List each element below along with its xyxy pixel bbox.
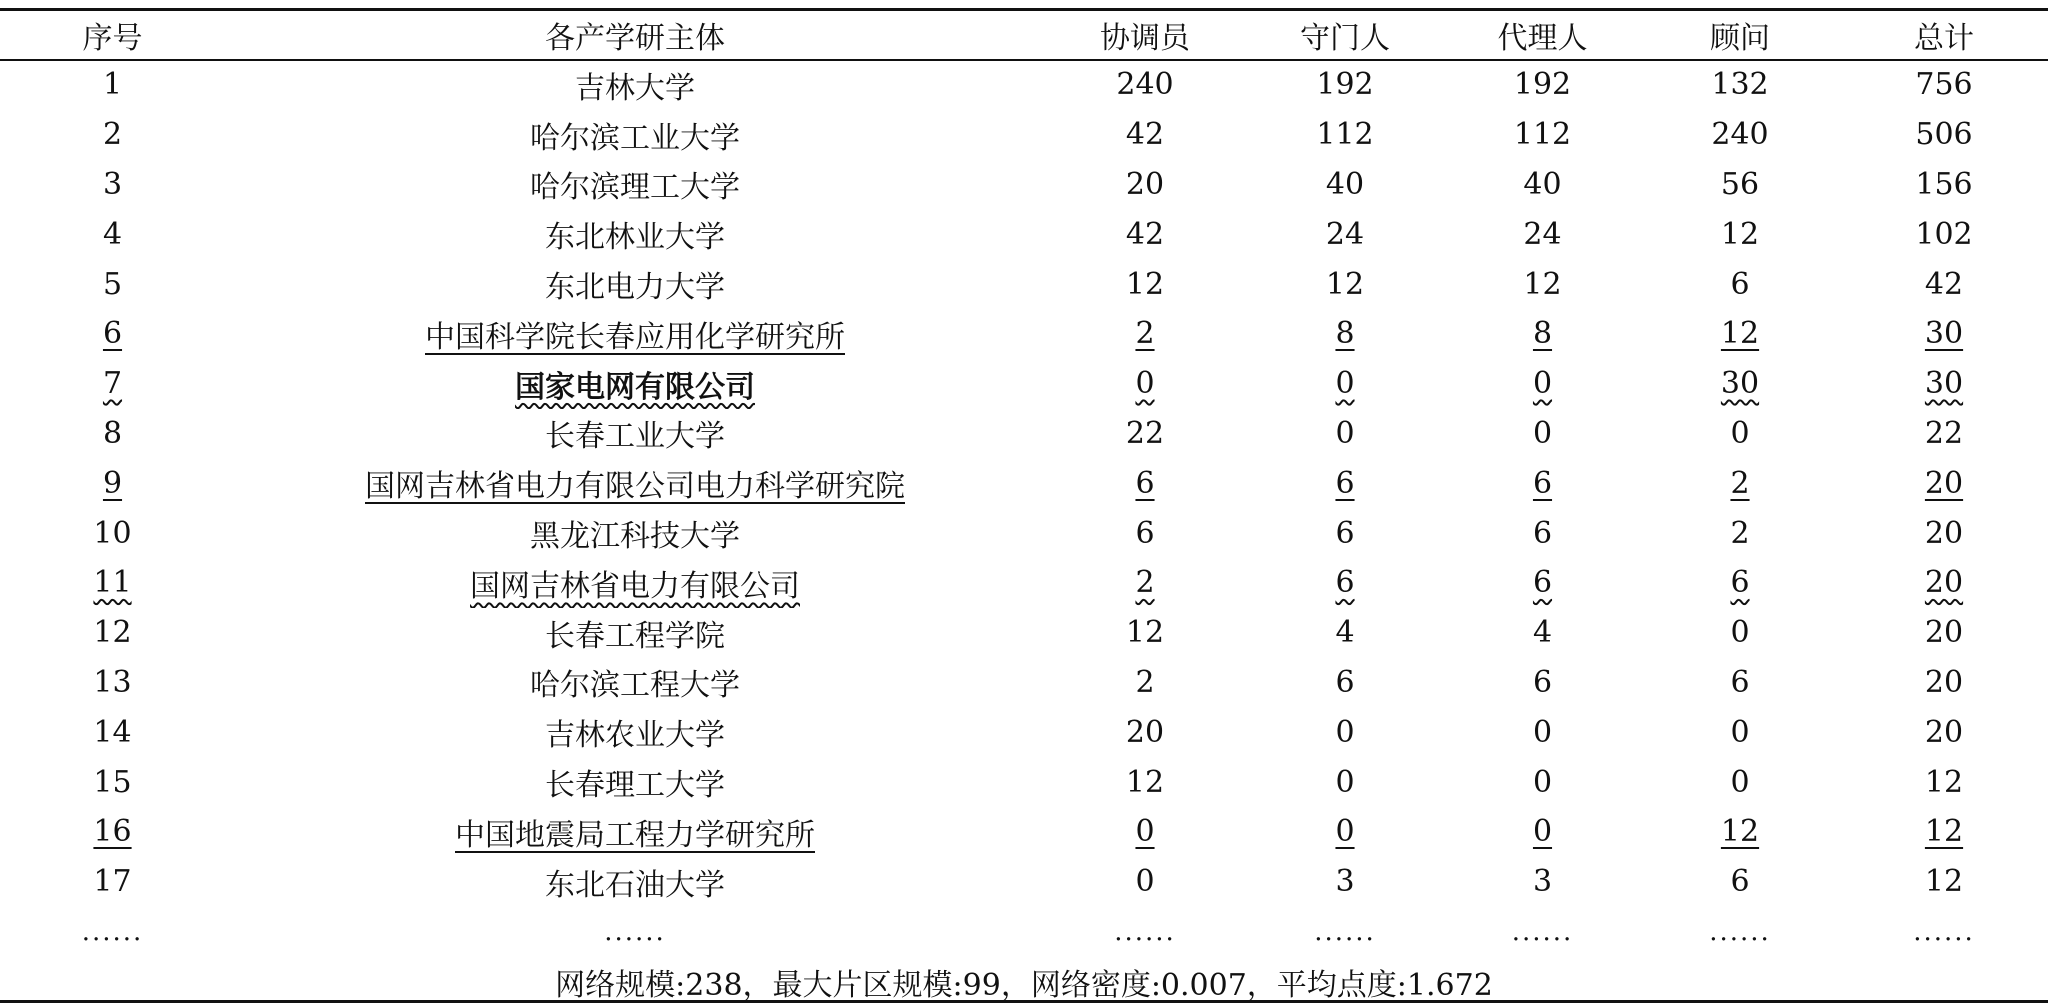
row-agent: 112 (1513, 117, 1572, 153)
table-row (0, 757, 2048, 807)
row-index: 10 (93, 515, 132, 551)
row-gatekeeper: 6 (1335, 565, 1355, 601)
table-row (0, 658, 2048, 708)
row-gatekeeper: 24 (1325, 216, 1365, 252)
row-coordinator: 0 (1135, 366, 1155, 402)
row-coordinator: 2 (1135, 664, 1155, 700)
row-entity-name: 国家电网有限公司 (515, 369, 755, 405)
row-total: 756 (1915, 67, 1973, 103)
header-gatekeeper: 守门人 (1300, 21, 1390, 56)
row-entity-name: 中国科学院长春应用化学研究所 (425, 319, 845, 355)
row-coordinator: 42 (1125, 117, 1165, 153)
row-total: 20 (1924, 615, 1964, 651)
row-agent: 12 (1523, 266, 1562, 302)
row-coordinator: 0 (1135, 864, 1155, 900)
row-total: 156 (1915, 166, 1973, 202)
row-gatekeeper: 112 (1316, 117, 1374, 153)
row-index: 17 (93, 864, 132, 900)
ellipsis-cell: ...... (1709, 916, 1771, 947)
row-entity-name: 长春工程学院 (545, 618, 725, 654)
row-total: 42 (1924, 266, 1964, 302)
row-consultant: 0 (1730, 714, 1750, 750)
row-total: 102 (1915, 216, 1973, 252)
row-consultant: 0 (1730, 615, 1750, 651)
row-index: 7 (102, 366, 123, 402)
row-coordinator: 6 (1135, 515, 1155, 551)
row-index: 6 (102, 316, 123, 352)
row-consultant: 12 (1720, 216, 1760, 252)
row-entity-name: 国网吉林省电力有限公司 (470, 568, 800, 604)
row-agent: 4 (1532, 615, 1553, 651)
row-consultant: 6 (1730, 664, 1750, 700)
row-entity-name: 东北电力大学 (545, 270, 725, 306)
row-consultant: 0 (1730, 764, 1750, 800)
row-agent: 0 (1532, 366, 1553, 402)
row-agent: 192 (1513, 67, 1572, 103)
table-row (0, 359, 2048, 409)
row-agent: 0 (1532, 714, 1553, 750)
header-total: 总计 (1914, 21, 1974, 56)
row-total: 20 (1924, 565, 1964, 601)
ellipsis-row (0, 907, 2048, 957)
row-consultant: 132 (1711, 67, 1769, 103)
table-row (0, 558, 2048, 608)
table-header-row (0, 10, 2048, 60)
row-coordinator: 0 (1135, 814, 1155, 850)
table-row (0, 508, 2048, 558)
row-consultant: 6 (1730, 864, 1750, 900)
row-gatekeeper: 8 (1335, 316, 1355, 352)
row-total: 30 (1924, 316, 1964, 352)
row-coordinator: 12 (1125, 266, 1165, 302)
row-agent: 0 (1532, 764, 1553, 800)
row-entity-name: 长春理工大学 (545, 768, 725, 804)
table-row (0, 259, 2048, 309)
table-row (0, 458, 2048, 508)
row-entity-name: 吉林大学 (575, 70, 695, 106)
row-index: 14 (93, 714, 132, 750)
ellipsis-cell: ...... (1913, 916, 1975, 947)
row-agent: 6 (1532, 565, 1553, 601)
row-gatekeeper: 3 (1335, 864, 1355, 900)
row-entity-name: 哈尔滨工程大学 (530, 668, 740, 704)
row-total: 20 (1924, 465, 1964, 501)
header-entity: 各产学研主体 (545, 21, 725, 56)
ellipsis-cell: ...... (604, 916, 666, 947)
row-gatekeeper: 0 (1335, 714, 1355, 750)
row-coordinator: 2 (1135, 316, 1155, 352)
row-entity-name: 吉林农业大学 (545, 718, 725, 754)
statistics-table (0, 10, 2048, 1007)
row-coordinator: 20 (1125, 714, 1165, 750)
row-index: 4 (102, 216, 123, 252)
row-consultant: 2 (1730, 515, 1750, 551)
row-total: 20 (1924, 664, 1964, 700)
row-gatekeeper: 192 (1316, 67, 1374, 103)
table-row (0, 857, 2048, 907)
row-index: 3 (102, 166, 123, 202)
row-agent: 6 (1532, 664, 1553, 700)
row-agent: 6 (1532, 515, 1553, 551)
row-index: 9 (102, 465, 123, 501)
row-consultant: 0 (1730, 415, 1750, 451)
row-gatekeeper: 0 (1335, 814, 1355, 850)
ellipsis-cell: ...... (81, 916, 144, 947)
row-gatekeeper: 6 (1335, 465, 1355, 501)
header-coordinator: 协调员 (1100, 21, 1190, 56)
row-gatekeeper: 0 (1335, 366, 1355, 402)
row-index: 12 (93, 615, 132, 651)
row-index: 16 (93, 814, 132, 850)
row-agent: 6 (1532, 465, 1553, 501)
row-entity-name: 国网吉林省电力有限公司电力科学研究院 (365, 469, 905, 505)
row-entity-name: 黑龙江科技大学 (530, 519, 740, 555)
ellipsis-cell: ...... (1114, 916, 1176, 947)
row-total: 20 (1924, 515, 1964, 551)
row-agent: 24 (1523, 216, 1562, 252)
row-index: 1 (102, 67, 123, 103)
row-entity-name: 哈尔滨工业大学 (530, 120, 740, 156)
row-entity-name: 东北林业大学 (545, 220, 725, 256)
row-consultant: 6 (1730, 266, 1750, 302)
table-row (0, 160, 2048, 210)
row-index: 8 (102, 415, 123, 451)
row-total: 12 (1924, 864, 1964, 900)
row-consultant: 56 (1720, 166, 1760, 202)
row-agent: 0 (1532, 415, 1553, 451)
row-entity-name: 中国地震局工程力学研究所 (455, 817, 815, 853)
row-index: 13 (93, 664, 132, 700)
row-gatekeeper: 4 (1335, 615, 1355, 651)
row-agent: 0 (1532, 814, 1553, 850)
table-row (0, 409, 2048, 459)
row-gatekeeper: 40 (1325, 166, 1365, 202)
row-total: 506 (1915, 117, 1973, 153)
table-row (0, 608, 2048, 658)
row-consultant: 12 (1720, 814, 1760, 850)
row-agent: 3 (1532, 864, 1553, 900)
row-entity-name: 东北石油大学 (545, 867, 725, 903)
row-gatekeeper: 0 (1335, 764, 1355, 800)
row-coordinator: 20 (1125, 166, 1165, 202)
header-agent: 代理人 (1497, 21, 1588, 56)
row-total: 30 (1924, 366, 1964, 402)
table-row (0, 309, 2048, 359)
summary-row (0, 957, 2048, 1007)
row-entity-name: 长春工业大学 (545, 419, 725, 455)
network-summary: 网络规模:238，最大片区规模:99，网络密度:0.007，平均点度:1.672 (555, 967, 1493, 1003)
row-coordinator: 240 (1116, 67, 1174, 103)
row-index: 5 (102, 266, 123, 302)
row-gatekeeper: 0 (1335, 415, 1355, 451)
row-index: 2 (102, 117, 123, 153)
table-body (0, 60, 2048, 1007)
table-row (0, 60, 2048, 110)
table-row (0, 110, 2048, 160)
row-index: 11 (93, 565, 132, 601)
row-gatekeeper: 6 (1335, 515, 1355, 551)
row-consultant: 12 (1720, 316, 1760, 352)
table-row (0, 807, 2048, 857)
table-row (0, 707, 2048, 757)
row-coordinator: 12 (1125, 615, 1165, 651)
header-consultant: 顾问 (1710, 21, 1770, 56)
row-consultant: 30 (1720, 366, 1760, 402)
row-agent: 8 (1532, 316, 1553, 352)
row-total: 12 (1924, 764, 1964, 800)
row-coordinator: 6 (1135, 465, 1155, 501)
ellipsis-cell: ...... (1314, 916, 1376, 947)
row-gatekeeper: 6 (1335, 664, 1355, 700)
row-consultant: 240 (1711, 117, 1769, 153)
row-coordinator: 12 (1125, 764, 1165, 800)
ellipsis-cell: ...... (1511, 916, 1574, 947)
row-consultant: 2 (1730, 465, 1750, 501)
row-total: 12 (1924, 814, 1964, 850)
row-total: 20 (1924, 714, 1964, 750)
row-coordinator: 22 (1125, 415, 1165, 451)
table-row (0, 209, 2048, 259)
row-coordinator: 42 (1125, 216, 1165, 252)
header-index: 序号 (82, 21, 143, 56)
row-coordinator: 2 (1135, 565, 1155, 601)
row-consultant: 6 (1730, 565, 1750, 601)
row-entity-name: 哈尔滨理工大学 (530, 170, 740, 206)
row-gatekeeper: 12 (1325, 266, 1365, 302)
row-agent: 40 (1523, 166, 1562, 202)
row-index: 15 (93, 764, 132, 800)
row-total: 22 (1924, 415, 1964, 451)
